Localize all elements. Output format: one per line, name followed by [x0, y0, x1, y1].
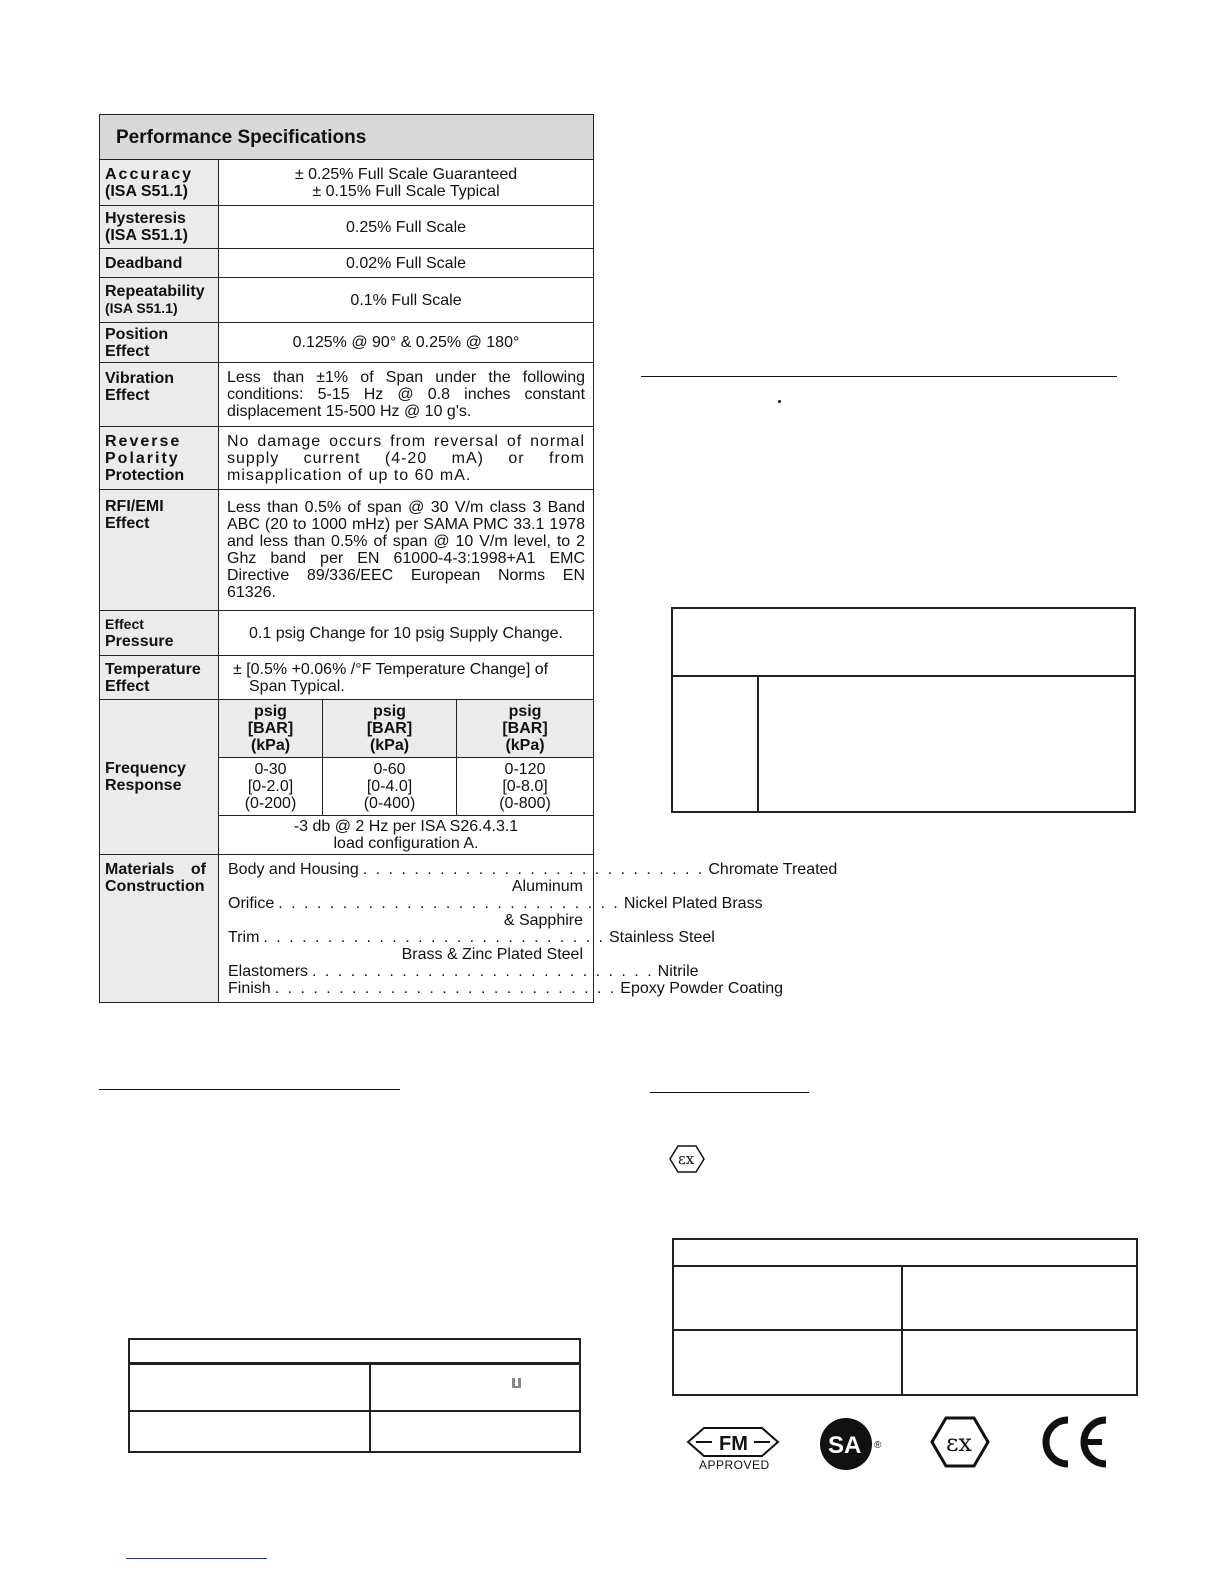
frequency-label-line2: Response	[105, 777, 182, 794]
left-lower-table-column-line	[369, 1362, 371, 1453]
temperature-value-line2: Span Typical.	[249, 677, 345, 695]
ex-logo	[930, 1416, 990, 1473]
freq-unit-cell	[323, 700, 457, 758]
freq-range-cell	[219, 758, 323, 816]
reverse-polarity-value: No damage occurs from reversal of normal supply current (4-20 mA) or from misapplication of up to 60 mA.	[219, 427, 594, 490]
material-value-cont: Brass & Zinc Plated Steel	[401, 945, 584, 963]
dot-leader: . . . . . . . . . . . . . . . . . . . . . . . . . . .	[312, 962, 654, 980]
rfi-emi-label	[100, 490, 219, 611]
dot-leader: . . . . . . . . . . . . . . . . . . . . . . . . . . .	[362, 860, 705, 878]
dot-leader: . . . . . . . . . . . . . . . . . . . . . . . . . . .	[274, 979, 617, 997]
hysteresis-label	[100, 206, 219, 249]
vibration-label-line1: Vibration	[105, 370, 175, 387]
material-value-cont: Aluminum	[511, 877, 584, 895]
material-item	[228, 894, 763, 912]
material-item	[228, 928, 715, 946]
ex-small-text: εx	[678, 1150, 695, 1168]
freq-unit-cell	[219, 700, 323, 758]
supply-pressure-label	[100, 611, 219, 656]
csa-text: SA	[828, 1432, 862, 1459]
temperature-value-line1: ± [0.5% +0.06% /°F Temperature Change] of	[233, 660, 549, 678]
deadband-value: 0.02% Full Scale	[219, 249, 594, 278]
left-lower-table-frame	[128, 1338, 581, 1453]
material-name: Body and Housing	[228, 860, 359, 878]
rfi-label-line2: Effect	[105, 515, 150, 532]
mu-glyph-icon	[511, 1376, 523, 1388]
freq-unit-kpa: (kPa)	[369, 737, 410, 754]
material-value: Nickel Plated Brass	[623, 894, 763, 912]
hysteresis-label-line1: Hysteresis	[105, 210, 186, 227]
right-upper-table-divider	[671, 675, 1136, 677]
material-name: Elastomers	[228, 962, 309, 980]
freq-unit-kpa: (kPa)	[250, 737, 291, 754]
material-name: Orifice	[228, 894, 275, 912]
repeatability-value: 0.1% Full Scale	[219, 278, 594, 323]
accuracy-value	[219, 160, 594, 206]
temperature-label-line2: Effect	[105, 677, 150, 695]
repeatability-label	[100, 278, 219, 323]
accuracy-guaranteed: ± 0.25% Full Scale Guaranteed	[294, 165, 518, 183]
link-underline	[126, 1558, 267, 1559]
frequency-response-label	[100, 700, 219, 855]
materials-label-line2: Construction	[105, 878, 205, 895]
materials-label	[100, 855, 219, 1003]
dot-leader: . . . . . . . . . . . . . . . . . . . . . . . . . . .	[278, 894, 620, 912]
right-upper-table-frame	[671, 607, 1136, 813]
material-value: Stainless Steel	[609, 928, 715, 946]
freq-unit-psig: psig	[373, 703, 406, 720]
accuracy-label-line1: Accuracy	[105, 165, 194, 183]
csa-logo	[820, 1416, 884, 1477]
freq-range-cell	[323, 758, 457, 816]
hysteresis-value: 0.25% Full Scale	[219, 206, 594, 249]
stray-dot	[778, 400, 781, 403]
deadband-label: Deadband	[100, 249, 219, 278]
supply-pressure-value: 0.1 psig Change for 10 psig Supply Change.	[219, 611, 594, 656]
dot-leader: . . . . . . . . . . . . . . . . . . . . . . . . . . .	[263, 928, 605, 946]
position-effect-label	[100, 323, 219, 363]
right-lower-table-row-line	[672, 1329, 1138, 1331]
ce-mark-logo	[1036, 1414, 1112, 1475]
ex-logo-text: εx	[946, 1429, 972, 1457]
performance-spec-table	[99, 114, 838, 1003]
repeatability-label-line1: Repeatability	[105, 283, 205, 300]
supply-effect-word: Effect	[105, 616, 144, 632]
material-item	[228, 979, 784, 997]
materials-label-line1: Materials of	[105, 861, 206, 878]
ex-small-icon	[668, 1144, 706, 1179]
reverse-label-line3: Protection	[105, 466, 185, 484]
freq-range-kpa: (0-200)	[244, 795, 297, 812]
freq-range-kpa: (0-400)	[363, 795, 416, 812]
freq-range-bar: [0-8.0]	[502, 778, 548, 795]
frequency-note-line1: -3 db @ 2 Hz per ISA S26.4.3.1	[293, 818, 519, 835]
freq-range-kpa: (0-800)	[499, 795, 551, 812]
vibration-label-line2: Effect	[105, 387, 150, 404]
material-name: Trim	[228, 928, 260, 946]
freq-unit-bar: [BAR]	[247, 720, 294, 737]
freq-range-bar: [0-2.0]	[247, 778, 294, 795]
accuracy-typical: ± 0.15% Full Scale Typical	[312, 182, 500, 200]
left-lower-table-row-line	[128, 1410, 581, 1412]
section-rule-right-bottom	[650, 1092, 809, 1093]
material-value-cont: & Sapphire	[503, 911, 584, 929]
spec-table-title: Performance Specifications	[100, 115, 594, 160]
section-rule-right-top	[641, 376, 1117, 377]
frequency-label-line1: Frequency	[105, 760, 186, 777]
reverse-label-line2: Polarity	[105, 449, 180, 467]
position-label-line1: Position	[105, 325, 169, 343]
freq-range-psig: 0-120	[504, 761, 546, 778]
freq-unit-psig: psig	[508, 703, 542, 720]
section-rule-left-bottom	[99, 1089, 400, 1090]
freq-unit-psig: psig	[254, 703, 287, 720]
left-lower-table-header-line	[128, 1362, 581, 1365]
freq-range-psig: 0-30	[254, 761, 287, 778]
supply-label-line2: Pressure	[105, 633, 174, 650]
right-lower-table-header-line	[672, 1265, 1138, 1267]
position-label-line2: Effect	[105, 342, 150, 360]
registered-mark: ®	[874, 1440, 882, 1451]
freq-unit-bar: [BAR]	[502, 720, 548, 737]
material-item	[228, 962, 699, 980]
material-value: Nitrile	[657, 962, 699, 980]
hysteresis-label-line2: (ISA S51.1)	[105, 227, 188, 244]
accuracy-label-line2: (ISA S51.1)	[105, 182, 188, 200]
frequency-note-line2: load configuration A.	[333, 835, 479, 852]
freq-unit-bar: [BAR]	[366, 720, 413, 737]
right-lower-table-column-line	[901, 1265, 903, 1396]
freq-unit-kpa: (kPa)	[505, 737, 545, 754]
material-value: Chromate Treated	[708, 860, 838, 878]
rfi-label-line1: RFI/EMI	[105, 498, 164, 515]
fm-approved-text: APPROVED	[699, 1458, 770, 1472]
materials-value	[219, 855, 838, 1003]
rfi-emi-value: Less than 0.5% of span @ 30 V/m class 3 Band ABC (20 to 1000 mHz) per SAMA PMC 33.1 1978 and less than 0.5% of span @ 10 V/m level, to 2 Ghz band per EN 61000-4-3:1998+A1 EMC Directive 89/336/EEC European Norms EN 61326.	[219, 490, 594, 611]
reverse-polarity-label	[100, 427, 219, 490]
vibration-effect-value: Less than ±1% of Span under the following conditions: 5-15 Hz @ 0.8 inches constant displacement 15-500 Hz @ 10 g's.	[219, 363, 594, 427]
freq-range-bar: [0-4.0]	[366, 778, 413, 795]
position-effect-value: 0.125% @ 90° & 0.25% @ 180°	[219, 323, 594, 363]
frequency-note	[219, 816, 594, 855]
material-item	[228, 860, 838, 878]
right-lower-table-frame	[672, 1238, 1138, 1396]
freq-unit-cell	[457, 700, 594, 758]
right-upper-table-column-line	[757, 675, 759, 813]
reverse-label-line1: Reverse	[105, 432, 182, 450]
temperature-effect-value	[219, 656, 594, 700]
temperature-effect-label	[100, 656, 219, 700]
repeatability-label-line2: (ISA S51.1)	[105, 300, 178, 316]
fm-text: FM	[719, 1433, 748, 1455]
accuracy-label	[100, 160, 219, 206]
freq-range-psig: 0-60	[373, 761, 406, 778]
temperature-label-line1: Temperature	[105, 660, 201, 678]
material-name: Finish	[228, 979, 271, 997]
vibration-effect-label	[100, 363, 219, 427]
freq-range-cell	[457, 758, 594, 816]
material-value: Epoxy Powder Coating	[620, 979, 784, 997]
